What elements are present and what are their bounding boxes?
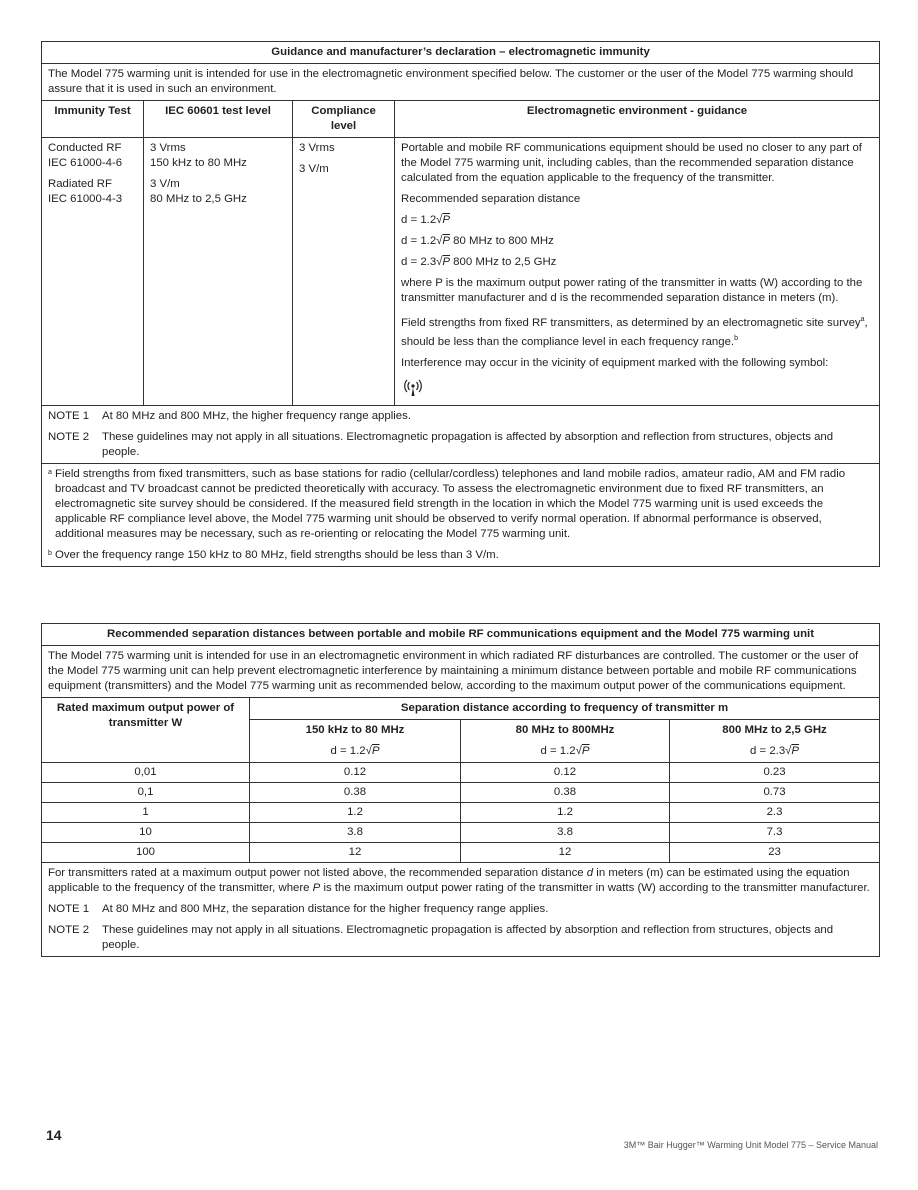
note-row: NOTE 2 These guidelines may not apply in all situations. Electromagnetic propagation is affected by absorption and reflection from structures, objects and people.	[48, 924, 834, 951]
cell-distance: 0.38	[461, 783, 670, 803]
compliance-radiated: 3 V/m	[299, 163, 329, 175]
compliance-level-cell	[293, 138, 395, 406]
cell-distance: 1.2	[250, 803, 461, 823]
test-level-cell	[144, 138, 293, 406]
page-number: 14	[46, 1127, 62, 1143]
cell-distance: 2.3	[670, 803, 880, 823]
cell-power: 0,1	[42, 783, 250, 803]
header-test-level: IEC 60601 test level	[144, 101, 293, 138]
separation-table-footer	[42, 863, 880, 957]
footnote: b Over the frequency range 150 kHz to 80 MHz, field strengths should be less than 3 V/m.	[48, 548, 499, 561]
column-header-150khz: 150 kHz to 80 MHz d = 1.2√P	[250, 720, 461, 763]
immunity-footnotes	[42, 463, 880, 566]
column-header-80mhz: 80 MHz to 800MHz d = 1.2√P	[461, 720, 670, 763]
cell-distance: 12	[461, 843, 670, 863]
guidance-paragraph-3: where P is the maximum output power rating of the transmitter in watts (W) according to the transmitter manufacturer and d is the recommended separation distance in meters (m).	[401, 277, 863, 304]
cell-distance: 3.8	[250, 823, 461, 843]
footnote: a Field strengths from fixed transmitters, such as base stations for radio (cellular/cordless) telephones and land mobile radios, amateur radio, AM and FM radio broadcast and TV broadcast cannot be predicted theoretically with accuracy. To assess the electromagnetic environment due to fixed RF transmitters, an electromagnetic site survey should be considered. If the measured field strength in the location in which the Model 775 warming unit is used exceeds the applicable RF compliance level above, the Model 775 warming unit should be observed to verify normal operation. If abnormal performance is observed, additional measures may be necessary, such as re-orienting or relocating the Model 775 warming unit.	[48, 467, 846, 540]
immunity-test-cell	[42, 138, 144, 406]
non-ionizing-radiation-icon	[401, 377, 425, 397]
separation-table-intro: The Model 775 warming unit is intended for use in an electromagnetic environment in which radiated RF disturbances are controlled. The customer or the user of the Model 775 warming unit can help prevent electromagnetic interference by maintaining a minimum distance between portable and mobile RF communications equipment (transmitters) and the Model 775 warming unit as recommended below, according to the maximum output power of the communications equipment.	[42, 646, 880, 698]
guidance-paragraph-2: Recommended separation distance	[401, 193, 581, 205]
cell-distance: 0.38	[250, 783, 461, 803]
note-row: NOTE 2 These guidelines may not apply in all situations. Electromagnetic propagation is affected by absorption and reflection from structures, objects and people.	[48, 430, 834, 458]
immunity-table-title: Guidance and manufacturer’s declaration – electromagnetic immunity	[42, 42, 880, 64]
page-footer: 3M™ Bair Hugger™ Warming Unit Model 775 – Service Manual	[623, 1140, 878, 1150]
level-conducted: 3 Vrms	[150, 142, 186, 154]
test-radiated-rf: Radiated RF	[48, 178, 112, 190]
level-radiated: 3 V/m	[150, 178, 180, 190]
guidance-paragraph-1: Portable and mobile RF communications equipment should be used no closer to any part of the Model 775 warming unit, including cables, than the recommended separation distance calculated from the equation applicable to the frequency of the transmitter.	[401, 142, 862, 184]
formula-2: d = 1.2√P 80 MHz to 800 MHz	[401, 235, 554, 247]
compliance-conducted: 3 Vrms	[299, 142, 335, 154]
level-conducted-range: 150 kHz to 80 MHz	[150, 157, 247, 169]
separation-table-title: Recommended separation distances between portable and mobile RF communications equipment and the Model 775 warming unit	[42, 624, 880, 646]
note-row: NOTE 1 At 80 MHz and 800 MHz, the higher frequency range applies.	[48, 409, 411, 422]
cell-distance: 0.23	[670, 763, 880, 783]
test-conducted-rf: Conducted RF	[48, 142, 122, 154]
separation-distance-table	[41, 623, 880, 957]
cell-distance: 0.12	[461, 763, 670, 783]
cell-distance: 1.2	[461, 803, 670, 823]
header-rated-power: Rated maximum output power of transmitter W	[42, 698, 250, 763]
header-separation-distance: Separation distance according to frequency of transmitter m	[250, 698, 880, 720]
cell-power: 10	[42, 823, 250, 843]
cell-distance: 0.12	[250, 763, 461, 783]
cell-distance: 7.3	[670, 823, 880, 843]
header-guidance: Electromagnetic environment - guidance	[395, 101, 880, 138]
immunity-notes	[42, 405, 880, 463]
immunity-table-intro: The Model 775 warming unit is intended for use in the electromagnetic environment specified below. The customer or the user of the Model 775 warming should assure that it is used in such an environment.	[42, 64, 880, 101]
immunity-table	[41, 41, 880, 567]
header-compliance-level: Compliance level	[293, 101, 395, 138]
cell-power: 1	[42, 803, 250, 823]
guidance-paragraph-5: Interference may occur in the vicinity of equipment marked with the following symbol:	[401, 356, 829, 369]
header-immunity-test: Immunity Test	[42, 101, 144, 138]
formula-1: d = 1.2√P	[401, 214, 451, 226]
guidance-cell	[395, 138, 880, 406]
cell-distance: 0.73	[670, 783, 880, 803]
note-row: NOTE 1 At 80 MHz and 800 MHz, the separation distance for the higher frequency range applies.	[48, 903, 549, 915]
guidance-paragraph-4: Field strengths from fixed RF transmitters, as determined by an electromagnetic site survey$^a$, should be less than the compliance level in each frequency range.$^b$	[401, 316, 868, 348]
formula-3: d = 2.3√P 800 MHz to 2,5 GHz	[401, 256, 557, 268]
cell-distance: 23	[670, 843, 880, 863]
column-header-800mhz: 800 MHz to 2,5 GHz d = 2.3√P	[670, 720, 880, 763]
level-radiated-range: 80 MHz to 2,5 GHz	[150, 193, 247, 205]
table-row	[42, 843, 880, 863]
cell-power: 0,01	[42, 763, 250, 783]
table-row	[42, 783, 880, 803]
separation-footer-text: For transmitters rated at a maximum output power not listed above, the recommended separation distance d in meters (m) can be estimated using the equation applicable to the frequency of the transmitter, where P is the maximum output power rating of the transmitter in watts (W) according to the transmitter manufacturer.	[48, 867, 870, 894]
test-conducted-std: IEC 61000-4-6	[48, 157, 123, 169]
test-radiated-std: IEC 61000-4-3	[48, 193, 123, 205]
cell-power: 100	[42, 843, 250, 863]
table-row	[42, 803, 880, 823]
cell-distance: 3.8	[461, 823, 670, 843]
table-row	[42, 763, 880, 783]
cell-distance: 12	[250, 843, 461, 863]
table-row	[42, 823, 880, 843]
